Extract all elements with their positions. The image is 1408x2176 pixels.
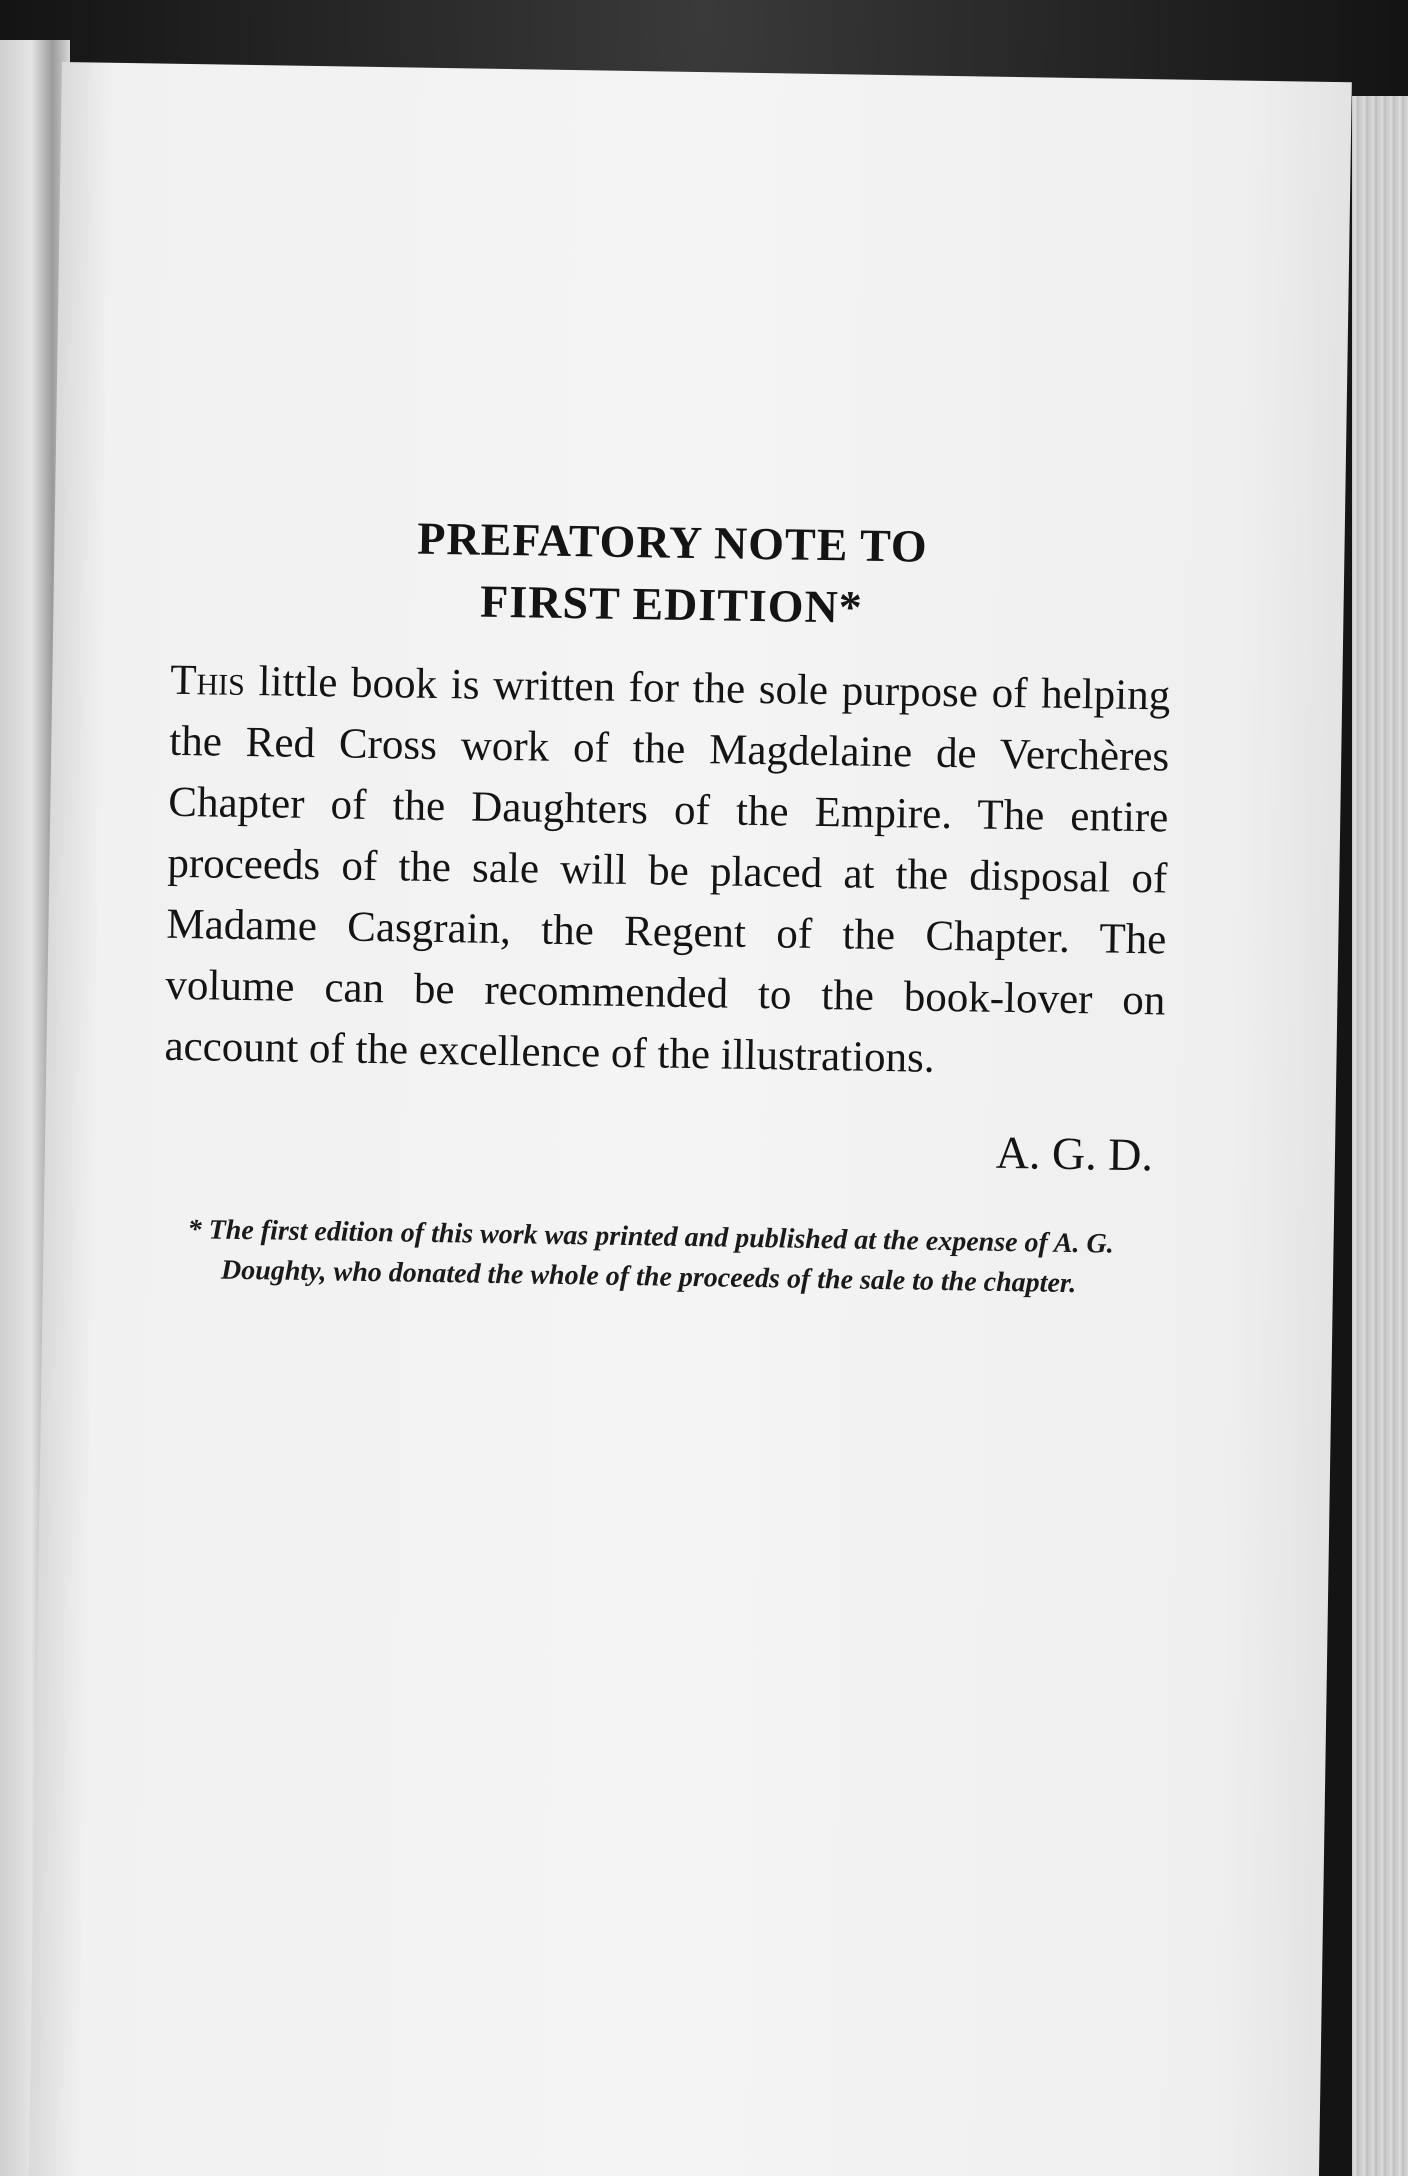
body-paragraph <box>164 650 1171 1093</box>
footnote: * The first edition of this work was printed and published at the expense of A. G. Doughty, who donated the whole of the proceeds of the sale to the chapter. <box>187 1214 1114 1300</box>
title-line-1: PREFATORY NOTE TO <box>416 512 929 572</box>
body-text: little book is written for the sole purpose of helping the Red Cross work of the Magdelaine de Verchères Chapter of the Daughters of the Empire. The entire proceeds of the sale will be placed at the disposal of Madame Casgrain, the Regent of the Chapter. The volume can be recommended to the book-lover on account of the excellence of the illustrations. <box>164 657 1171 1082</box>
page-fore-edge <box>1352 96 1408 2176</box>
signature: A. G. D. <box>995 1126 1154 1181</box>
book-page <box>29 62 1352 2176</box>
page-content <box>160 504 1173 1334</box>
page-title <box>171 504 1173 644</box>
title-line-2: FIRST EDITION* <box>479 575 864 633</box>
body-lead-word: This <box>169 656 246 705</box>
